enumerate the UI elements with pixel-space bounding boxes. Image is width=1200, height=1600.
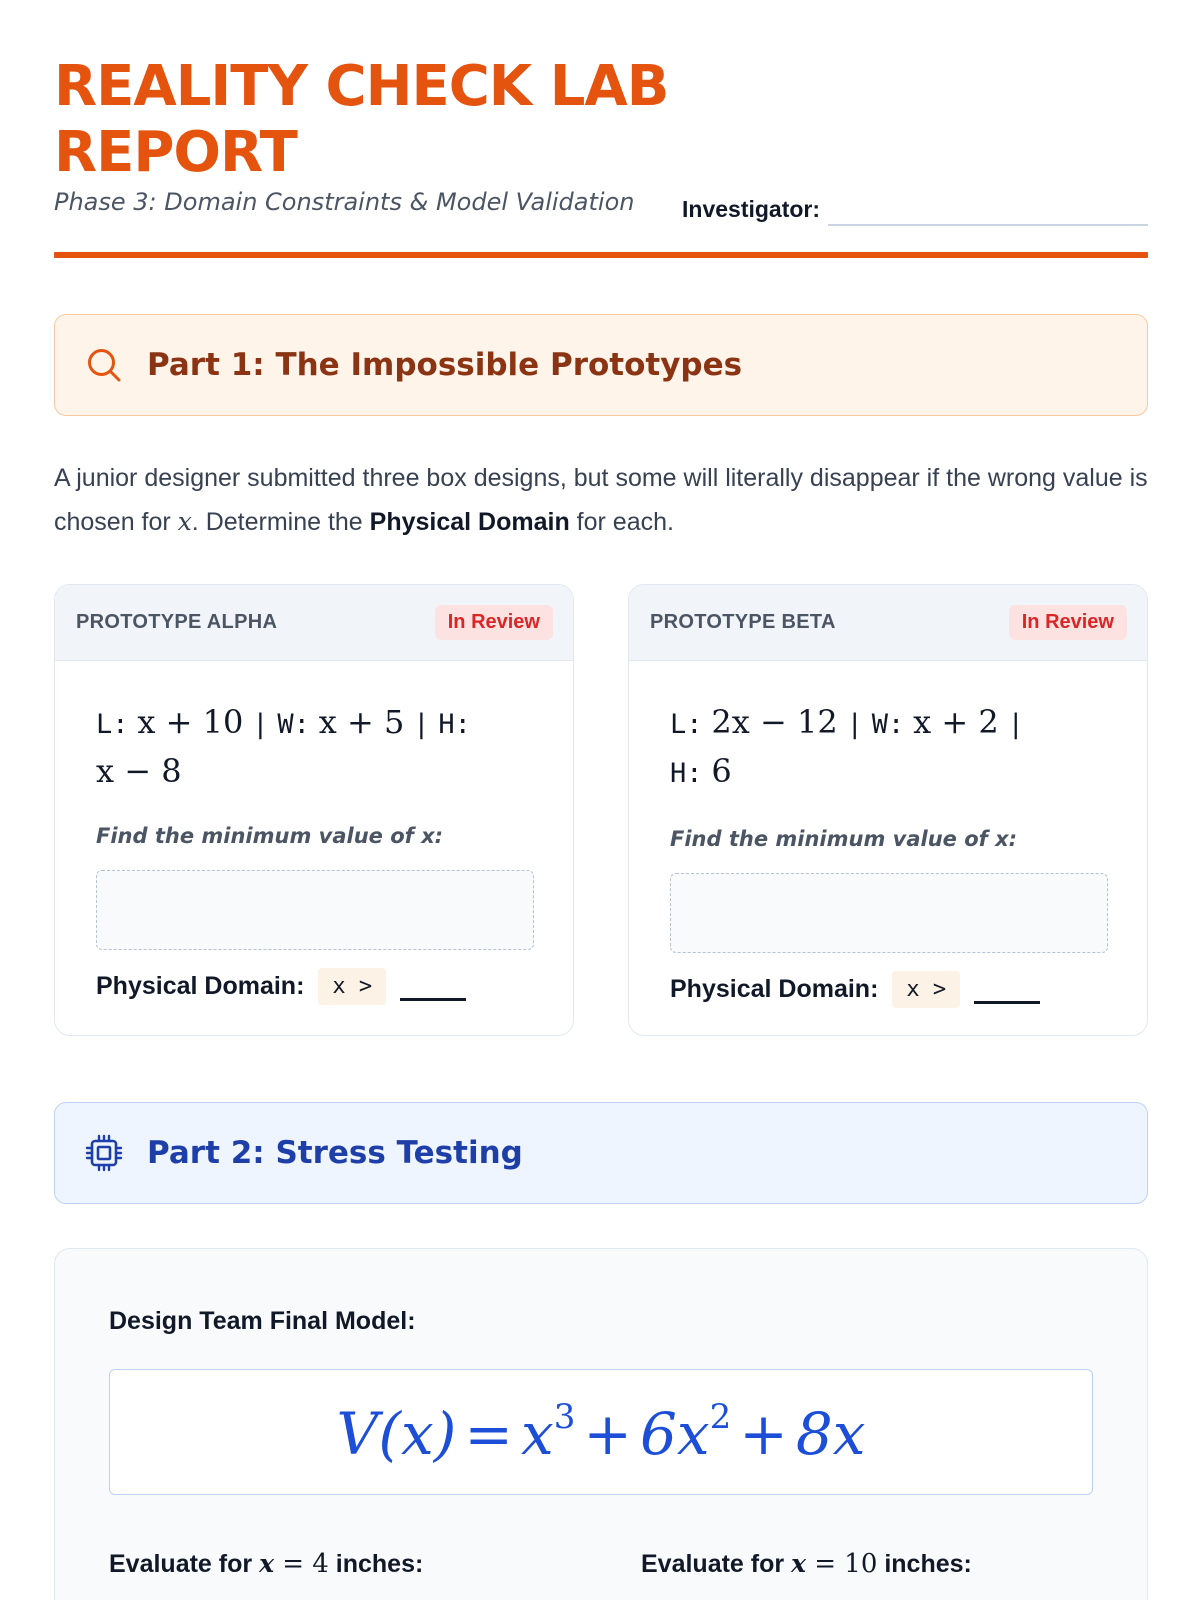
model-card xyxy=(54,1248,1148,1600)
formula-box xyxy=(109,1369,1093,1495)
physical-domain-label: Physical Domain: xyxy=(96,972,305,1000)
part1-title: Part 1: The Impossible Prototypes xyxy=(147,347,743,383)
report-subtitle: Phase 3: Domain Constraints & Model Validation xyxy=(54,188,635,216)
answer-prompt: Find the minimum value of x: xyxy=(670,827,1018,851)
physical-domain-label: Physical Domain: xyxy=(670,975,879,1003)
report-title: REALITY CHECK LAB REPORT xyxy=(54,54,669,185)
part2-title: Part 2: Stress Testing xyxy=(147,1135,523,1171)
investigator-field[interactable] xyxy=(828,224,1148,226)
status-badge: In Review xyxy=(435,605,553,640)
model-label: Design Team Final Model: xyxy=(109,1307,416,1335)
cpu-chip-icon xyxy=(85,1134,123,1172)
answer-input[interactable] xyxy=(96,870,534,950)
prototype-name: PROTOTYPE BETA xyxy=(650,611,836,633)
part2-banner xyxy=(54,1102,1148,1204)
domain-answer-blank[interactable] xyxy=(400,998,466,1001)
prototype-name: PROTOTYPE ALPHA xyxy=(76,611,278,633)
answer-prompt: Find the minimum value of x: xyxy=(96,824,444,848)
dimensions: L: 2x − 12 | W: x + 2 | H: 6 xyxy=(670,703,1024,790)
evaluate-x-10-label: Evaluate for x = 10 inches: xyxy=(641,1549,972,1579)
domain-chip: x > xyxy=(318,968,386,1005)
prototype-card-header xyxy=(629,585,1147,661)
prototype-card-beta xyxy=(628,584,1148,1036)
part1-intro: A junior designer submitted three box designs, but some will literally disappear if the wrong value is chosen for x. Determine the Physical Domain for each. xyxy=(54,464,1148,536)
domain-chip: x > xyxy=(892,971,960,1008)
header-divider xyxy=(54,252,1148,258)
domain-answer-blank[interactable] xyxy=(974,1001,1040,1004)
part1-banner xyxy=(54,314,1148,416)
prototype-card-alpha xyxy=(54,584,574,1036)
volume-formula: $V(x) = x^3 + 6x^2 + 8x$ xyxy=(336,1396,866,1468)
prototype-card-header xyxy=(55,585,573,661)
search-icon xyxy=(85,346,123,384)
answer-input[interactable] xyxy=(670,873,1108,953)
physical-domain-row xyxy=(670,971,1107,1008)
dimensions: L: x + 10 | W: x + 5 | H: x − 8 xyxy=(96,703,471,790)
investigator-label: Investigator: xyxy=(682,196,821,222)
status-badge: In Review xyxy=(1009,605,1127,640)
physical-domain-row xyxy=(96,968,533,1005)
evaluate-x-4-label: Evaluate for x = 4 inches: xyxy=(109,1549,424,1579)
